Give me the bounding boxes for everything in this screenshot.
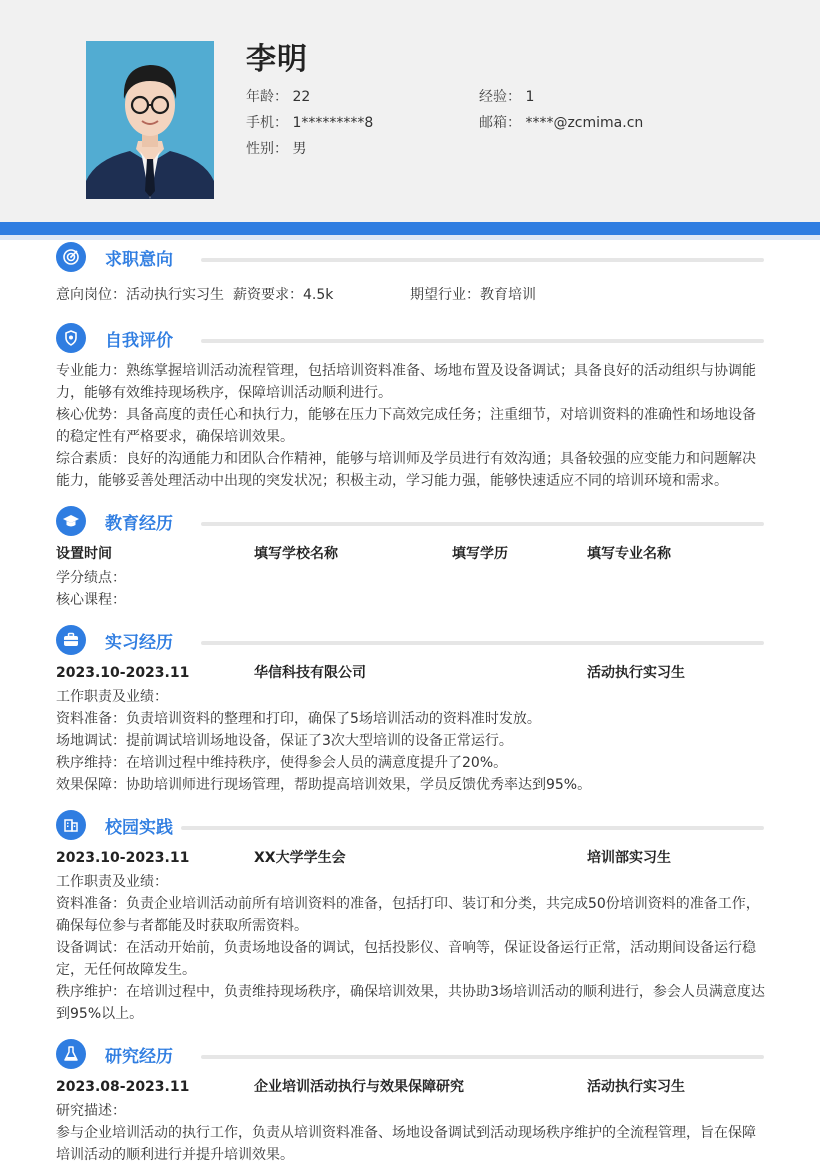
email-label: 邮箱： bbox=[479, 115, 521, 131]
section-title: 求职意向 bbox=[105, 250, 173, 270]
education-time: 设置时间 bbox=[56, 546, 112, 562]
internship-details bbox=[56, 686, 766, 796]
phone-label: 手机： bbox=[246, 115, 288, 131]
campus-line: 秩序维护：在培训过程中，负责维持现场秩序，确保培训效果，共协助3场培训活动的顺利进行，参会人员满意度达到95%以上。 bbox=[56, 984, 765, 1022]
intent-position bbox=[56, 284, 224, 306]
experience-value: 1 bbox=[525, 89, 535, 105]
section-title: 实习经历 bbox=[105, 633, 173, 653]
research-desc-label: 研究描述： bbox=[56, 1103, 126, 1119]
campus-line: 资料准备：负责企业培训活动前所有培训资料的准备，包括打印、装订和分类，共完成50份培训资料的准备工作，确保每位参与者都能及时获取所需资料。 bbox=[56, 896, 760, 934]
age-label: 年龄： bbox=[246, 89, 288, 105]
section-divider bbox=[201, 522, 764, 526]
self-eval-text bbox=[56, 360, 766, 492]
building-icon bbox=[56, 810, 86, 840]
section-title: 校园实践 bbox=[105, 818, 173, 838]
internship-line: 秩序维持：在培训过程中维持秩序，使得参会人员的满意度提升了20%。 bbox=[56, 755, 508, 771]
email-value: ****@zcmima.cn bbox=[525, 115, 644, 131]
education-header-row bbox=[56, 543, 766, 565]
education-major: 填写专业名称 bbox=[587, 546, 671, 562]
section-research bbox=[56, 1039, 764, 1071]
industry-label: 期望行业： bbox=[410, 287, 480, 303]
education-school: 填写学校名称 bbox=[254, 546, 338, 562]
intent-salary bbox=[233, 284, 333, 306]
position-value: 活动执行实习生 bbox=[126, 287, 224, 303]
age-value: 22 bbox=[292, 89, 311, 105]
header-shadow-bar bbox=[0, 235, 820, 240]
section-divider bbox=[201, 339, 764, 343]
salary-label: 薪资要求： bbox=[233, 287, 303, 303]
internship-time: 2023.10-2023.11 bbox=[56, 665, 190, 681]
self-eval-paragraph: 综合素质：良好的沟通能力和团队合作精神，能够与培训师及学员进行有效沟通；具备较强的应变能力和问题解决能力，能够妥善处理活动中出现的突发状况；积极主动，学习能力强，能够快速适应不同的培训环境和需求。 bbox=[56, 451, 756, 489]
internship-company: 华信科技有限公司 bbox=[254, 665, 366, 681]
section-title: 自我评价 bbox=[105, 331, 173, 351]
industry-value: 教育培训 bbox=[480, 287, 536, 303]
internship-header-row bbox=[56, 662, 766, 684]
research-header-row bbox=[56, 1076, 766, 1098]
age-info bbox=[246, 86, 310, 106]
internship-line: 场地调试：提前调试培训场地设备，保证了3次大型培训的设备正常运行。 bbox=[56, 733, 513, 749]
position-label: 意向岗位： bbox=[56, 287, 126, 303]
internship-line: 资料准备：负责培训资料的整理和打印，确保了5场培训活动的资料准时发放。 bbox=[56, 711, 541, 727]
intent-industry bbox=[410, 284, 536, 306]
header-accent-bar bbox=[0, 222, 820, 235]
phone-value: 1*********8 bbox=[292, 115, 374, 131]
research-time: 2023.08-2023.11 bbox=[56, 1079, 190, 1095]
education-degree: 填写学历 bbox=[452, 546, 508, 562]
campus-time: 2023.10-2023.11 bbox=[56, 850, 190, 866]
courses-label: 核心课程： bbox=[56, 592, 126, 608]
experience-label: 经验： bbox=[479, 89, 521, 105]
campus-header-row bbox=[56, 847, 766, 869]
phone-info bbox=[246, 112, 373, 132]
internship-line: 效果保障：协助培训师进行现场管理，帮助提高培训效果，学员反馈优秀率达到95%。 bbox=[56, 777, 592, 793]
education-details bbox=[56, 567, 766, 611]
section-divider bbox=[181, 826, 764, 830]
email-info bbox=[479, 112, 643, 132]
self-eval-paragraph: 核心优势：具备高度的责任心和执行力，能够在压力下高效完成任务；注重细节，对培训资料的准确性和场地设备的稳定性有严格要求，确保培训效果。 bbox=[56, 407, 756, 445]
graduation-cap-icon bbox=[56, 506, 86, 536]
campus-org: XX大学学生会 bbox=[254, 850, 346, 866]
gpa-label: 学分绩点： bbox=[56, 570, 126, 586]
section-campus bbox=[56, 810, 764, 842]
section-title: 研究经历 bbox=[105, 1047, 173, 1067]
internship-role: 活动执行实习生 bbox=[587, 665, 685, 681]
research-project: 企业培训活动执行与效果保障研究 bbox=[254, 1079, 464, 1095]
salary-value: 4.5k bbox=[303, 287, 334, 303]
research-desc: 参与企业培训活动的执行工作，负责从培训资料准备、场地设备调试到活动现场秩序维护的全流程管理，旨在保障培训活动的顺利进行并提升培训效果。 bbox=[56, 1125, 756, 1163]
profile-photo bbox=[86, 41, 214, 199]
research-details bbox=[56, 1100, 766, 1166]
flask-icon bbox=[56, 1039, 86, 1069]
section-self-eval bbox=[56, 323, 764, 355]
section-education bbox=[56, 506, 764, 538]
experience-info bbox=[479, 86, 534, 106]
target-icon bbox=[56, 242, 86, 272]
candidate-name: 李明 bbox=[246, 42, 308, 77]
gender-info bbox=[246, 138, 306, 158]
research-role: 活动执行实习生 bbox=[587, 1079, 685, 1095]
campus-line: 工作职责及业绩： bbox=[56, 874, 168, 890]
section-divider bbox=[201, 641, 764, 645]
section-divider bbox=[201, 1055, 764, 1059]
job-intent-row bbox=[56, 284, 766, 306]
badge-icon bbox=[56, 323, 86, 353]
internship-line: 工作职责及业绩： bbox=[56, 689, 168, 705]
section-title: 教育经历 bbox=[105, 514, 173, 534]
gender-value: 男 bbox=[292, 141, 307, 157]
section-internship bbox=[56, 625, 764, 657]
campus-details bbox=[56, 871, 766, 1025]
section-divider bbox=[201, 258, 764, 262]
briefcase-icon bbox=[56, 625, 86, 655]
campus-role: 培训部实习生 bbox=[587, 850, 671, 866]
section-job-intent bbox=[56, 242, 764, 274]
gender-label: 性别： bbox=[246, 141, 288, 157]
campus-line: 设备调试：在活动开始前，负责场地设备的调试，包括投影仪、音响等，保证设备运行正常，活动期间设备运行稳定，无任何故障发生。 bbox=[56, 940, 756, 978]
self-eval-paragraph: 专业能力：熟练掌握培训活动流程管理，包括培训资料准备、场地布置及设备调试；具备良好的活动组织与协调能力，能够有效维持现场秩序，保障培训活动顺利进行。 bbox=[56, 363, 756, 401]
